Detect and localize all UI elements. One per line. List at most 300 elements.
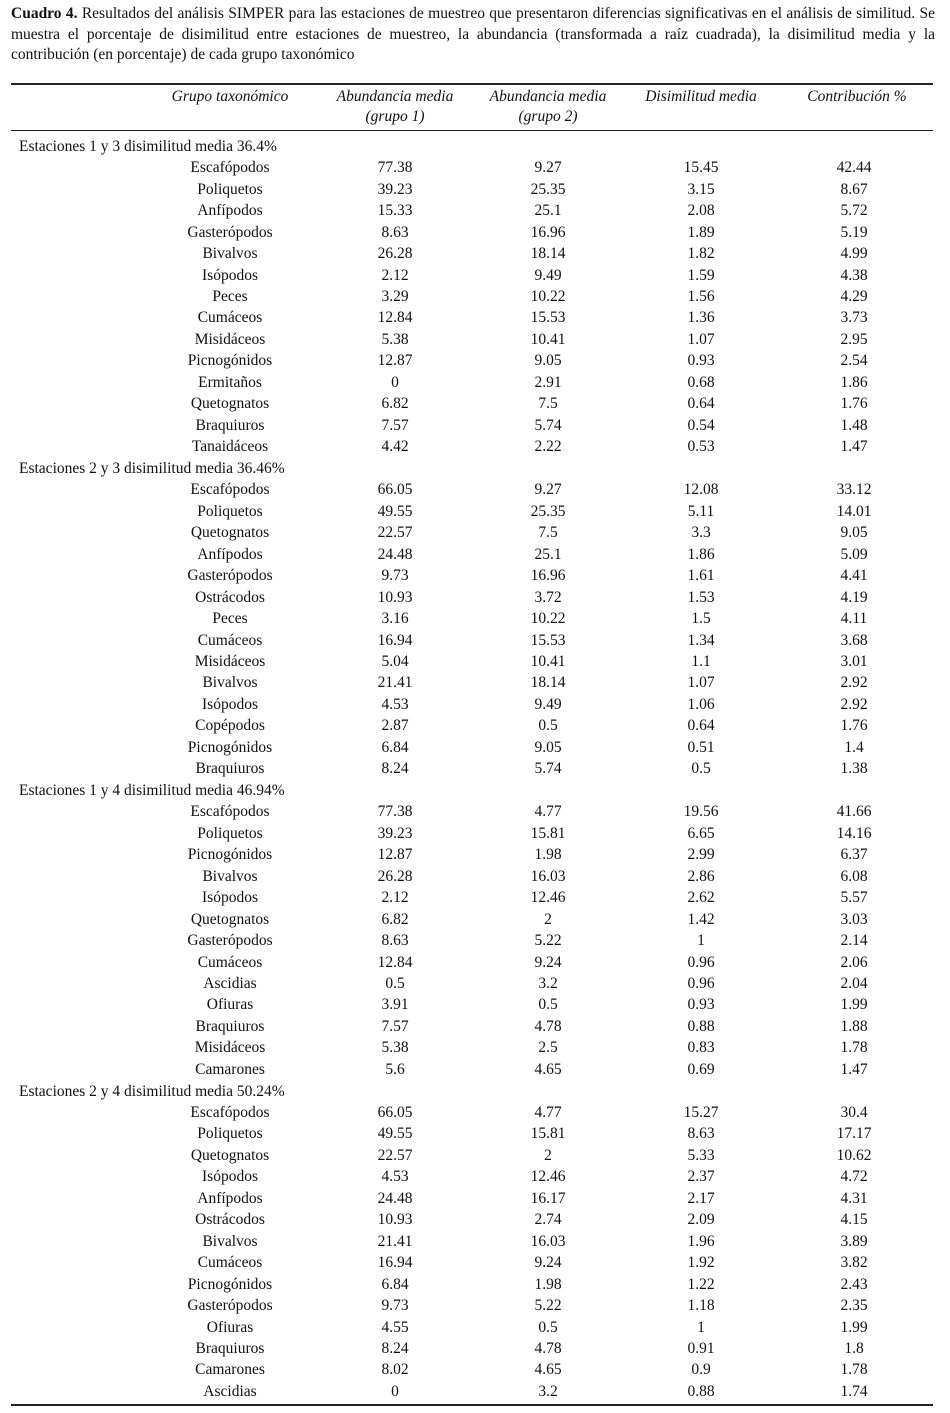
taxon-cell: Ermitaños <box>198 373 262 391</box>
dissimilarity-cell: 0.96 <box>687 975 715 993</box>
abundance-group-1-cell: 7.57 <box>381 416 409 434</box>
contribution-cell: 5.19 <box>840 223 868 241</box>
taxon-cell: Anfípodos <box>197 545 263 563</box>
abundance-group-2-cell: 4.77 <box>534 803 562 821</box>
table-bottom-rule <box>11 1404 933 1406</box>
abundance-group-1-cell: 22.57 <box>377 1146 413 1164</box>
dissimilarity-cell: 12.08 <box>683 481 719 499</box>
contribution-cell: 6.08 <box>840 867 868 885</box>
contribution-cell: 4.19 <box>840 588 868 606</box>
abundance-group-2-cell: 4.65 <box>534 1361 562 1379</box>
table-row <box>11 544 933 565</box>
abundance-group-2-cell: 15.81 <box>530 1125 566 1143</box>
abundance-group-2-cell: 2.91 <box>534 373 562 391</box>
dissimilarity-cell: 19.56 <box>683 803 719 821</box>
abundance-group-1-cell: 77.38 <box>377 159 413 177</box>
abundance-group-2-cell: 9.05 <box>534 738 562 756</box>
abundance-group-2-cell: 16.03 <box>530 1232 566 1250</box>
abundance-group-1-cell: 49.55 <box>377 502 413 520</box>
table-row <box>11 222 933 243</box>
abundance-group-1-cell: 66.05 <box>377 1103 413 1121</box>
abundance-group-1-cell: 49.55 <box>377 1125 413 1143</box>
table-row <box>11 351 933 372</box>
header-abundancia-grupo-1: Abundancia media (grupo 1) <box>336 88 454 125</box>
contribution-cell: 3.01 <box>840 652 868 670</box>
contribution-cell: 1.47 <box>840 1060 868 1078</box>
contribution-cell: 4.29 <box>840 288 868 306</box>
table-row <box>11 372 933 393</box>
table-row <box>11 1360 933 1381</box>
taxon-cell: Ofiuras <box>206 1318 254 1336</box>
contribution-cell: 10.62 <box>836 1146 872 1164</box>
dissimilarity-cell: 0.88 <box>687 1382 715 1400</box>
taxon-cell: Cumáceos <box>197 953 263 971</box>
abundance-group-1-cell: 24.48 <box>377 545 413 563</box>
abundance-group-2-cell: 10.41 <box>530 652 566 670</box>
abundance-group-1-cell: 10.93 <box>377 588 413 606</box>
contribution-cell: 3.03 <box>840 910 868 928</box>
table-row <box>11 759 933 780</box>
abundance-group-1-cell: 3.16 <box>381 610 409 628</box>
contribution-cell: 2.95 <box>840 330 868 348</box>
abundance-group-2-cell: 9.24 <box>534 1254 562 1272</box>
taxon-cell: Quetognatos <box>190 524 270 542</box>
dissimilarity-cell: 1.42 <box>687 910 715 928</box>
taxon-cell: Tanaidáceos <box>191 438 269 456</box>
abundance-group-2-cell: 9.49 <box>534 266 562 284</box>
table-row <box>11 823 933 844</box>
dissimilarity-cell: 0.83 <box>687 1039 715 1057</box>
table-row <box>11 995 933 1016</box>
abundance-group-1-cell: 21.41 <box>377 1232 413 1250</box>
dissimilarity-cell: 1 <box>697 932 705 950</box>
table-row <box>11 1231 933 1252</box>
table-row <box>11 1167 933 1188</box>
table-row <box>11 1338 933 1359</box>
table-row <box>11 286 933 307</box>
taxon-cell: Misidáceos <box>194 1039 266 1057</box>
dissimilarity-cell: 0.96 <box>687 953 715 971</box>
abundance-group-2-cell: 18.14 <box>530 245 566 263</box>
table-row <box>11 1145 933 1166</box>
table-row <box>11 501 933 522</box>
abundance-group-2-cell: 16.03 <box>530 867 566 885</box>
abundance-group-1-cell: 6.84 <box>381 738 409 756</box>
table-row <box>11 973 933 994</box>
contribution-cell: 4.41 <box>840 567 868 585</box>
abundance-group-2-cell: 7.5 <box>538 524 558 542</box>
taxon-cell: Escafópodos <box>190 481 270 499</box>
dissimilarity-cell: 2.17 <box>687 1189 715 1207</box>
taxon-cell: Picnogónidos <box>187 352 273 370</box>
contribution-cell: 5.72 <box>840 202 868 220</box>
taxon-cell: Gasterópodos <box>187 1297 273 1315</box>
contribution-cell: 6.37 <box>840 846 868 864</box>
contribution-cell: 3.89 <box>840 1232 868 1250</box>
table-row <box>11 1317 933 1338</box>
taxon-cell: Peces <box>212 288 248 306</box>
table-row <box>11 1124 933 1145</box>
dissimilarity-cell: 1.5 <box>691 610 711 628</box>
dissimilarity-cell: 0.68 <box>687 373 715 391</box>
contribution-cell: 1.76 <box>840 717 868 735</box>
abundance-group-1-cell: 77.38 <box>377 803 413 821</box>
taxon-cell: Picnogónidos <box>187 738 273 756</box>
contribution-cell: 1.4 <box>844 738 864 756</box>
dissimilarity-cell: 1.89 <box>687 223 715 241</box>
abundance-group-1-cell: 8.63 <box>381 223 409 241</box>
abundance-group-2-cell: 16.96 <box>530 223 566 241</box>
taxon-cell: Camarones <box>195 1060 265 1078</box>
contribution-cell: 30.4 <box>840 1103 868 1121</box>
table-row <box>11 1059 933 1080</box>
abundance-group-1-cell: 4.53 <box>381 1168 409 1186</box>
abundance-group-1-cell: 5.38 <box>381 1039 409 1057</box>
taxon-cell: Escafópodos <box>190 159 270 177</box>
dissimilarity-cell: 1.59 <box>687 266 715 284</box>
abundance-group-1-cell: 2.87 <box>381 717 409 735</box>
abundance-group-1-cell: 7.57 <box>381 1017 409 1035</box>
abundance-group-2-cell: 9.24 <box>534 953 562 971</box>
contribution-cell: 3.82 <box>840 1254 868 1272</box>
dissimilarity-cell: 1.34 <box>687 631 715 649</box>
abundance-group-2-cell: 15.81 <box>530 824 566 842</box>
abundance-group-2-cell: 25.35 <box>530 180 566 198</box>
section-title: Estaciones 1 y 3 disimilitud media 36.4% <box>19 138 277 155</box>
dissimilarity-cell: 1.86 <box>687 545 715 563</box>
abundance-group-2-cell: 9.27 <box>534 159 562 177</box>
dissimilarity-cell: 0.64 <box>687 717 715 735</box>
dissimilarity-cell: 1.92 <box>687 1254 715 1272</box>
abundance-group-2-cell: 7.5 <box>538 395 558 413</box>
table-row <box>11 887 933 908</box>
table-row <box>11 587 933 608</box>
table-row <box>11 265 933 286</box>
abundance-group-1-cell: 4.42 <box>381 438 409 456</box>
contribution-cell: 1.78 <box>840 1361 868 1379</box>
dissimilarity-cell: 0.93 <box>687 996 715 1014</box>
abundance-group-1-cell: 8.63 <box>381 932 409 950</box>
contribution-cell: 2.92 <box>840 674 868 692</box>
contribution-cell: 2.35 <box>840 1297 868 1315</box>
table-row <box>11 694 933 715</box>
abundance-group-2-cell: 1.98 <box>534 846 562 864</box>
table-row <box>11 308 933 329</box>
abundance-group-2-cell: 5.22 <box>534 1297 562 1315</box>
table-row <box>11 802 933 823</box>
abundance-group-1-cell: 5.04 <box>381 652 409 670</box>
table-row <box>11 1209 933 1230</box>
contribution-cell: 1.38 <box>840 760 868 778</box>
abundance-group-1-cell: 3.91 <box>381 996 409 1014</box>
dissimilarity-cell: 1.82 <box>687 245 715 263</box>
abundance-group-2-cell: 16.17 <box>530 1189 566 1207</box>
dissimilarity-cell: 1.18 <box>687 1297 715 1315</box>
dissimilarity-cell: 1.07 <box>687 330 715 348</box>
dissimilarity-cell: 5.33 <box>687 1146 715 1164</box>
contribution-cell: 5.09 <box>840 545 868 563</box>
abundance-group-1-cell: 16.94 <box>377 631 413 649</box>
taxon-cell: Anfípodos <box>197 202 263 220</box>
dissimilarity-cell: 5.11 <box>687 502 715 520</box>
table-row <box>11 952 933 973</box>
abundance-group-1-cell: 0 <box>391 1382 399 1400</box>
taxon-cell: Isópodos <box>202 889 258 907</box>
abundance-group-2-cell: 0.5 <box>538 1318 558 1336</box>
dissimilarity-cell: 1.22 <box>687 1275 715 1293</box>
taxon-cell: Cumáceos <box>197 1254 263 1272</box>
taxon-cell: Bivalvos <box>202 245 258 263</box>
abundance-group-2-cell: 9.05 <box>534 352 562 370</box>
dissimilarity-cell: 1.06 <box>687 695 715 713</box>
abundance-group-2-cell: 3.72 <box>534 588 562 606</box>
taxon-cell: Cumáceos <box>197 631 263 649</box>
contribution-cell: 3.68 <box>840 631 868 649</box>
table-row <box>11 1102 933 1123</box>
contribution-cell: 3.73 <box>840 309 868 327</box>
abundance-group-1-cell: 12.84 <box>377 309 413 327</box>
taxon-cell: Misidáceos <box>194 330 266 348</box>
section-title: Estaciones 2 y 3 disimilitud media 36.46% <box>19 460 285 478</box>
abundance-group-2-cell: 12.46 <box>530 889 566 907</box>
table-row <box>11 437 933 458</box>
contribution-cell: 1.86 <box>840 373 868 391</box>
abundance-group-1-cell: 6.84 <box>381 1275 409 1293</box>
abundance-group-1-cell: 2.12 <box>381 266 409 284</box>
table-row <box>11 1274 933 1295</box>
contribution-cell: 1.76 <box>840 395 868 413</box>
contribution-cell: 4.31 <box>840 1189 868 1207</box>
taxon-cell: Poliquetos <box>197 180 263 198</box>
contribution-cell: 2.04 <box>840 975 868 993</box>
contribution-cell: 2.92 <box>840 695 868 713</box>
dissimilarity-cell: 1.07 <box>687 674 715 692</box>
abundance-group-1-cell: 15.33 <box>377 202 413 220</box>
taxon-cell: Ofiuras <box>206 996 254 1014</box>
caption-text: Resultados del análisis SIMPER para las estaciones de muestreo que presentaron diferencias significativas en el análisis de similitud. Se muestra el porcentaje de disimilitud entre estaciones de muestreo, la abundancia (transformada a raíz cuadrada), la disimilitud media y la contribución (en porcentaje) de cada grupo taxonómico <box>11 5 935 63</box>
taxon-cell: Braquiuros <box>195 760 265 778</box>
abundance-group-1-cell: 22.57 <box>377 524 413 542</box>
abundance-group-1-cell: 3.29 <box>381 288 409 306</box>
dissimilarity-cell: 0.51 <box>687 738 715 756</box>
taxon-cell: Ascidias <box>203 975 257 993</box>
taxon-cell: Gasterópodos <box>187 223 273 241</box>
contribution-cell: 1.47 <box>840 438 868 456</box>
abundance-group-2-cell: 2 <box>544 1146 552 1164</box>
contribution-cell: 14.16 <box>836 824 872 842</box>
taxon-cell: Quetognatos <box>190 910 270 928</box>
contribution-cell: 4.11 <box>840 610 868 628</box>
taxon-cell: Picnogónidos <box>187 1275 273 1293</box>
header-abundancia-grupo-2: Abundancia media (grupo 2) <box>489 88 607 125</box>
abundance-group-2-cell: 4.78 <box>534 1017 562 1035</box>
contribution-cell: 2.14 <box>840 932 868 950</box>
table-top-rule <box>11 83 933 85</box>
table-row <box>11 394 933 415</box>
dissimilarity-cell: 0.53 <box>687 438 715 456</box>
abundance-group-2-cell: 2.5 <box>538 1039 558 1057</box>
abundance-group-1-cell: 8.02 <box>381 1361 409 1379</box>
taxon-cell: Misidáceos <box>194 652 266 670</box>
abundance-group-2-cell: 18.14 <box>530 674 566 692</box>
table-row <box>11 1188 933 1209</box>
abundance-group-1-cell: 0.5 <box>385 975 405 993</box>
contribution-cell: 1.99 <box>840 1318 868 1336</box>
contribution-cell: 2.54 <box>840 352 868 370</box>
taxon-cell: Poliquetos <box>197 824 263 842</box>
abundance-group-2-cell: 2.74 <box>534 1211 562 1229</box>
abundance-group-1-cell: 26.28 <box>377 867 413 885</box>
table-row <box>11 1252 933 1273</box>
dissimilarity-cell: 3.3 <box>691 524 711 542</box>
contribution-cell: 2.06 <box>840 953 868 971</box>
abundance-group-2-cell: 9.27 <box>534 481 562 499</box>
dissimilarity-cell: 1.36 <box>687 309 715 327</box>
taxon-cell: Quetognatos <box>190 1146 270 1164</box>
abundance-group-2-cell: 4.65 <box>534 1060 562 1078</box>
dissimilarity-cell: 1 <box>697 1318 705 1336</box>
taxon-cell: Gasterópodos <box>187 567 273 585</box>
dissimilarity-cell: 0.91 <box>687 1339 715 1357</box>
contribution-cell: 17.17 <box>836 1125 872 1143</box>
dissimilarity-cell: 2.86 <box>687 867 715 885</box>
taxon-cell: Isópodos <box>202 1168 258 1186</box>
taxon-cell: Camarones <box>195 1361 265 1379</box>
taxon-cell: Peces <box>212 610 248 628</box>
caption-label: Cuadro 4. <box>11 5 78 22</box>
abundance-group-1-cell: 66.05 <box>377 481 413 499</box>
abundance-group-1-cell: 16.94 <box>377 1254 413 1272</box>
contribution-cell: 2.43 <box>840 1275 868 1293</box>
taxon-cell: Gasterópodos <box>187 932 273 950</box>
abundance-group-2-cell: 5.74 <box>534 760 562 778</box>
taxon-cell: Braquiuros <box>195 416 265 434</box>
abundance-group-2-cell: 2.22 <box>534 438 562 456</box>
abundance-group-1-cell: 39.23 <box>377 824 413 842</box>
dissimilarity-cell: 2.62 <box>687 889 715 907</box>
table-row <box>11 243 933 264</box>
contribution-cell: 1.48 <box>840 416 868 434</box>
dissimilarity-cell: 1.1 <box>691 652 711 670</box>
abundance-group-2-cell: 0.5 <box>538 717 558 735</box>
abundance-group-1-cell: 6.82 <box>381 910 409 928</box>
dissimilarity-cell: 0.54 <box>687 416 715 434</box>
table-row <box>11 480 933 501</box>
abundance-group-2-cell: 15.53 <box>530 631 566 649</box>
dissimilarity-cell: 0.69 <box>687 1060 715 1078</box>
contribution-cell: 4.15 <box>840 1211 868 1229</box>
taxon-cell: Isópodos <box>202 695 258 713</box>
dissimilarity-cell: 6.65 <box>687 824 715 842</box>
taxon-cell: Poliquetos <box>197 502 263 520</box>
table-row <box>11 1381 933 1402</box>
table-row <box>11 415 933 436</box>
abundance-group-2-cell: 10.22 <box>530 610 566 628</box>
abundance-group-1-cell: 6.82 <box>381 395 409 413</box>
table-row <box>11 329 933 350</box>
abundance-group-1-cell: 9.73 <box>381 1297 409 1315</box>
taxon-cell: Ostrácodos <box>195 588 265 606</box>
table-row <box>11 866 933 887</box>
abundance-group-1-cell: 21.41 <box>377 674 413 692</box>
abundance-group-2-cell: 10.22 <box>530 288 566 306</box>
abundance-group-1-cell: 9.73 <box>381 567 409 585</box>
taxon-cell: Braquiuros <box>195 1339 265 1357</box>
dissimilarity-cell: 1.56 <box>687 288 715 306</box>
contribution-cell: 1.74 <box>840 1382 868 1400</box>
dissimilarity-cell: 2.37 <box>687 1168 715 1186</box>
table-row <box>11 522 933 543</box>
dissimilarity-cell: 8.63 <box>687 1125 715 1143</box>
dissimilarity-cell: 15.45 <box>683 159 719 177</box>
contribution-cell: 14.01 <box>836 502 872 520</box>
abundance-group-1-cell: 12.84 <box>377 953 413 971</box>
abundance-group-2-cell: 3.2 <box>538 1382 558 1400</box>
taxon-cell: Poliquetos <box>197 1125 263 1143</box>
contribution-cell: 33.12 <box>836 481 872 499</box>
taxon-cell: Quetognatos <box>190 395 270 413</box>
contribution-cell: 4.99 <box>840 245 868 263</box>
contribution-cell: 1.78 <box>840 1039 868 1057</box>
dissimilarity-cell: 15.27 <box>683 1103 719 1121</box>
taxon-cell: Isópodos <box>202 266 258 284</box>
taxon-cell: Bivalvos <box>202 1232 258 1250</box>
table-row <box>11 565 933 586</box>
table-row <box>11 157 933 178</box>
table-header-rule <box>11 130 933 131</box>
abundance-group-2-cell: 16.96 <box>530 567 566 585</box>
dissimilarity-cell: 2.99 <box>687 846 715 864</box>
taxon-cell: Cumáceos <box>197 309 263 327</box>
table-body <box>11 136 933 1403</box>
table-row <box>11 716 933 737</box>
contribution-cell: 8.67 <box>840 180 868 198</box>
abundance-group-1-cell: 10.93 <box>377 1211 413 1229</box>
section-title: Estaciones 1 y 4 disimilitud media 46.94% <box>19 782 285 800</box>
dissimilarity-cell: 0.9 <box>691 1361 711 1379</box>
taxon-cell: Ostrácodos <box>195 1211 265 1229</box>
table-row <box>11 673 933 694</box>
table-row <box>11 630 933 651</box>
table-row <box>11 1038 933 1059</box>
abundance-group-2-cell: 25.1 <box>534 545 562 563</box>
abundance-group-1-cell: 26.28 <box>377 245 413 263</box>
header-disimilitud-media: Disimilitud media <box>645 88 757 105</box>
abundance-group-2-cell: 10.41 <box>530 330 566 348</box>
table-row <box>11 1295 933 1316</box>
table-row <box>11 651 933 672</box>
contribution-cell: 1.8 <box>844 1339 864 1357</box>
abundance-group-1-cell: 4.53 <box>381 695 409 713</box>
header-grupo-taxonomico: Grupo taxonómico <box>171 88 289 105</box>
abundance-group-1-cell: 5.38 <box>381 330 409 348</box>
abundance-group-2-cell: 12.46 <box>530 1168 566 1186</box>
table-row <box>11 1016 933 1037</box>
abundance-group-1-cell: 4.55 <box>381 1318 409 1336</box>
table-row <box>11 179 933 200</box>
dissimilarity-cell: 1.96 <box>687 1232 715 1250</box>
abundance-group-1-cell: 0 <box>391 373 399 391</box>
contribution-cell: 1.88 <box>840 1017 868 1035</box>
table-row <box>11 608 933 629</box>
taxon-cell: Bivalvos <box>202 674 258 692</box>
table-row <box>11 930 933 951</box>
taxon-cell: Copépodos <box>195 717 265 735</box>
table-row <box>11 844 933 865</box>
header-contribucion: Contribución % <box>807 88 907 105</box>
contribution-cell: 9.05 <box>840 524 868 542</box>
contribution-cell: 5.57 <box>840 889 868 907</box>
